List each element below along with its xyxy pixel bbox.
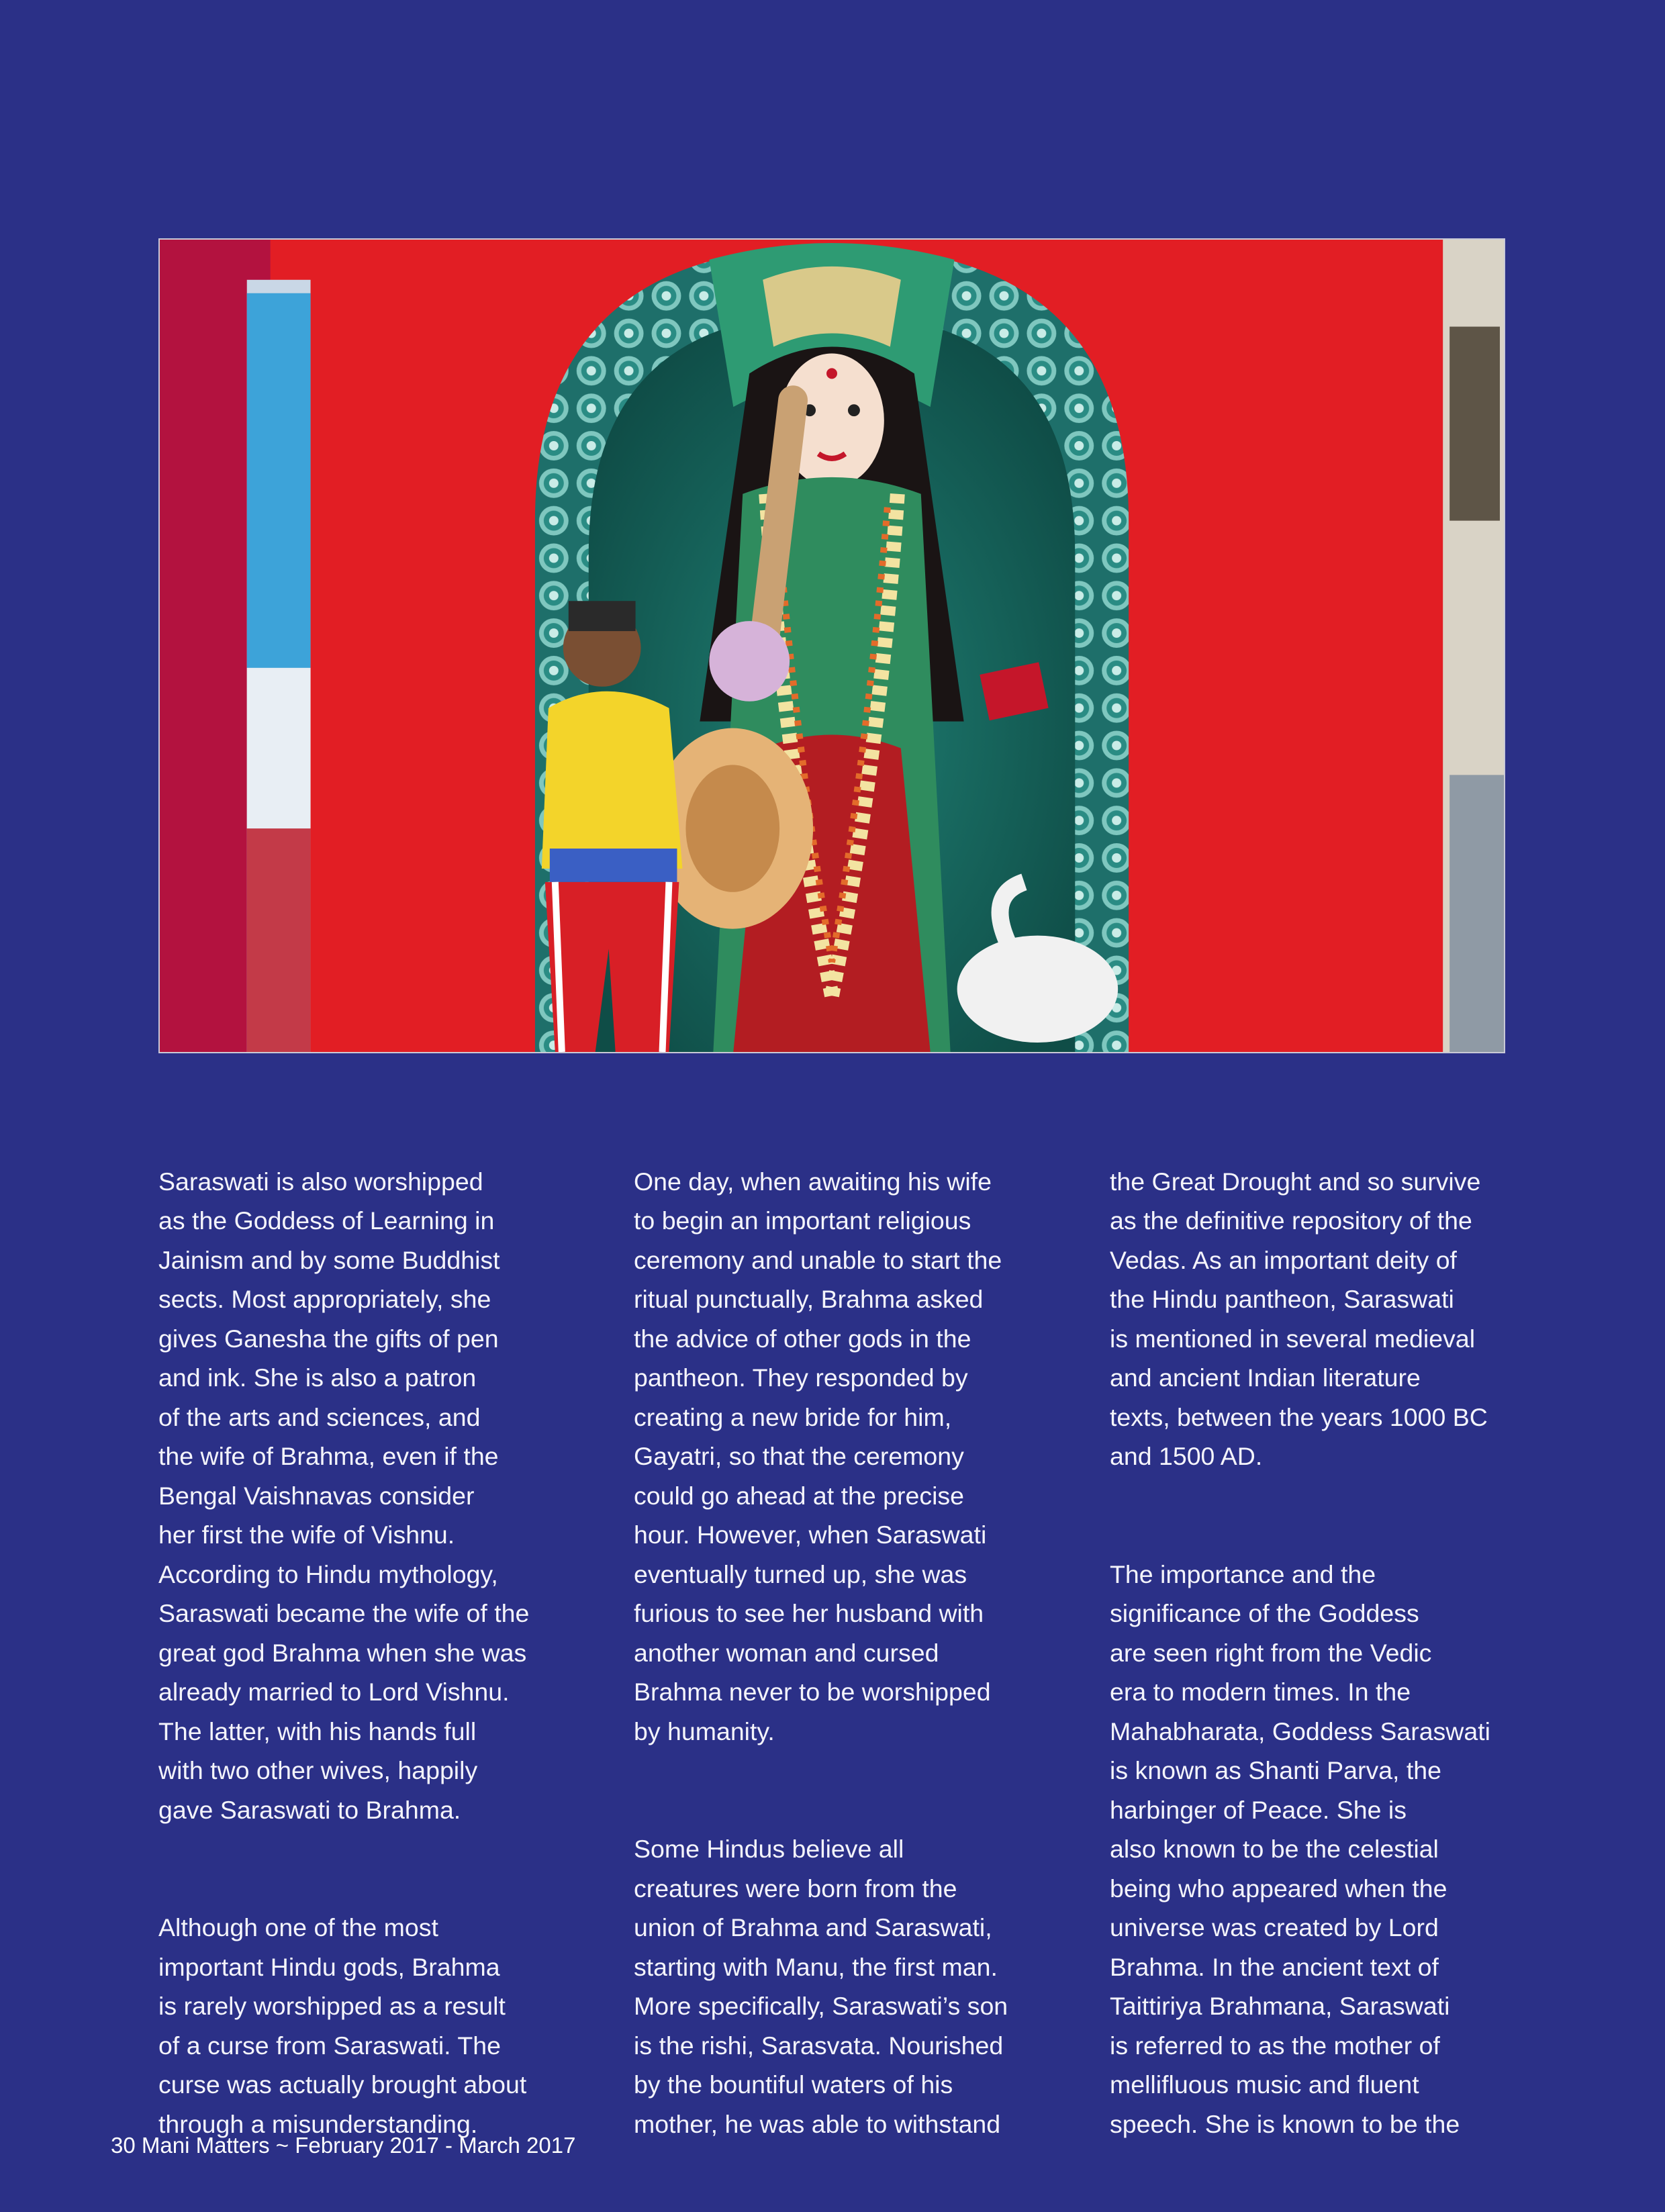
- saraswati-idol-photo: [158, 238, 1505, 1053]
- paragraph: the Great Drought and so survive as the definitive repository of the Vedas. As an important deity of the Hindu pantheon, Saraswati is mentioned in several medieval and ancient Indian literature texts, between the years 1000 BC and 1500 AD.: [1110, 1167, 1488, 1470]
- paragraph: One day, when awaiting his wife to begin an important religious ceremony and unable to start the ritual punctually, Brahma asked the advice of other gods in the pantheon. They responded by creating a new bride for him, Gayatri, so that the ceremony could go ahead at the precise hour. However, when Saraswati eventually turned up, she was furious to see her husband with another woman and cursed Brahma never to be worshipped by humanity.: [634, 1167, 1002, 1745]
- paragraph: The importance and the significance of the Goddess are seen right from the Vedic era to modern times. In the Mahabharata, Goddess Saraswati is known as Shanti Parva, the harbinger of Peace. She is also known to be the celestial being who appeared when the universe was created by Lord Brahma. In the ancient text of Taittiriya Brahmana, Saraswati is referred to as the mother of mellifluous music and fluent speech. She is known to be the: [1110, 1559, 1490, 2138]
- text-column-1: [158, 1122, 588, 2183]
- publication-name: Mani Matters: [141, 2133, 270, 2158]
- text-column-2: [634, 1122, 1063, 2183]
- paragraph: Some Hindus believe all creatures were born from the union of Brahma and Saraswati, starting with Manu, the first man. More specifically, Saraswati’s son is the rishi, Sarasvata. Nourished by the bountiful waters of his mother, he was able to withstand: [634, 1835, 1008, 2138]
- text-column-3: [1110, 1122, 1539, 2183]
- page-number: 30: [111, 2133, 136, 2158]
- paragraph: Although one of the most important Hindu gods, Brahma is rarely worshipped as a result of a curse from Saraswati. The curse was actually brought about through a misunderstanding.: [158, 1913, 527, 2138]
- footer-separator: ~: [275, 2133, 289, 2158]
- issue-date: February 2017 - March 2017: [295, 2133, 576, 2158]
- paragraph: Saraswati is also worshipped as the Goddess of Learning in Jainism and by some Buddhist sects. Most appropriately, she gives Ganesha the gifts of pen and ink. She is also a patron of the arts and sciences, and the wife of Brahma, even if the Bengal Vaishnavas consider her first the wife of Vishnu. According to Hindu mythology, Saraswati became the wife of the great god Brahma when she was already married to Lord Vishnu. The latter, with his hands full with two other wives, happily gave Saraswati to Brahma.: [158, 1167, 530, 1824]
- page-footer: [111, 2132, 575, 2159]
